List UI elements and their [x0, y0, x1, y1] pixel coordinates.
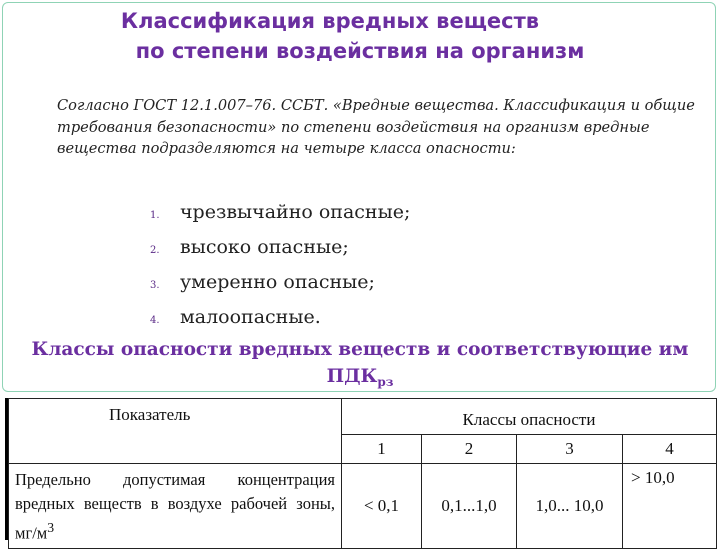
title-line-1: Классификация вредных веществ — [120, 9, 540, 33]
caption-main: Классы опасности вредных веществ и соответствующие им — [31, 339, 689, 360]
indicator-sup: 3 — [47, 520, 55, 535]
indicator-cell — [9, 464, 342, 549]
list-item — [150, 267, 410, 302]
hazard-table — [8, 398, 717, 549]
caption-pdk-subscript: рз — [377, 375, 394, 389]
list-item-text: высоко опасные; — [180, 236, 349, 258]
header-class-number: 3 — [517, 435, 623, 464]
value-cell: < 0,1 — [342, 464, 422, 549]
hazard-table-container — [5, 398, 717, 543]
intro-paragraph: Согласно ГОСТ 12.1.007–76. ССБТ. «Вредные вещества. Классификация и общие требования безопасности» по степени воздействия на организм вредные вещества подразделяются на четыре класса опасности: — [57, 97, 695, 157]
list-item-number: 4. — [150, 315, 160, 326]
caption-pdk-label: ПДК — [326, 366, 378, 387]
list-item — [150, 302, 410, 337]
list-item-text: малоопасные. — [180, 306, 321, 328]
value-cell: 1,0... 10,0 — [517, 464, 623, 549]
list-item-text: чрезвычайно опасные; — [180, 201, 411, 223]
list-item-text: умеренно опасные; — [180, 271, 375, 293]
page-title — [0, 6, 720, 66]
list-item-number: 2. — [150, 245, 160, 256]
value-cell: > 10,0 — [623, 464, 717, 549]
list-item-number: 3. — [150, 280, 160, 291]
header-class-number: 1 — [342, 435, 422, 464]
value-cell: 0,1...1,0 — [422, 464, 517, 549]
title-line-2: по степени воздействия на организм — [135, 39, 585, 63]
table-caption — [0, 336, 720, 396]
indicator-text: Предельно допустимая концентрация вредных веществ в воздухе рабочей зоны, мг/м — [15, 470, 335, 543]
hazard-class-list — [150, 197, 410, 337]
header-class-number: 2 — [422, 435, 517, 464]
list-item — [150, 232, 410, 267]
header-classes: Классы опасности — [342, 399, 717, 435]
table-row — [9, 464, 717, 549]
header-indicator: Показатель — [9, 399, 342, 464]
header-class-number: 4 — [623, 435, 717, 464]
list-item-number: 1. — [150, 210, 160, 221]
list-item — [150, 197, 410, 232]
caption-pdk — [0, 363, 720, 396]
